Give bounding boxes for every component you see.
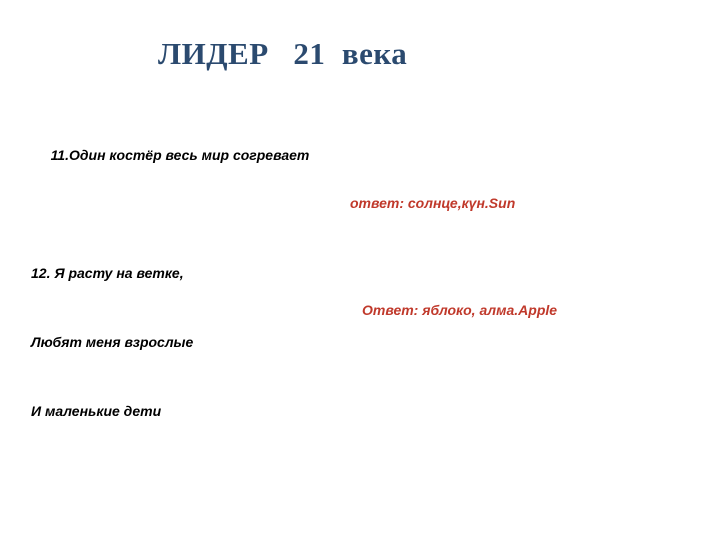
riddle-11-answer: ответ: солнце,күн.Sun [350,195,516,211]
riddle-11-line: 11.Один костёр весь мир согревает [50,147,310,163]
riddle-12-text [31,216,193,469]
slide-title: ЛИДЕР 21 века [158,36,408,71]
riddle-12-answer: Ответ: яблоко, алма.Apple [362,302,558,318]
riddle-12-line-3: И маленькие дети [31,403,162,419]
riddle-11-text [35,131,309,179]
riddle-12-line-1: 12. Я расту на ветке, [31,265,184,281]
riddle-12-line-2: Любят меня взрослые [31,334,194,350]
